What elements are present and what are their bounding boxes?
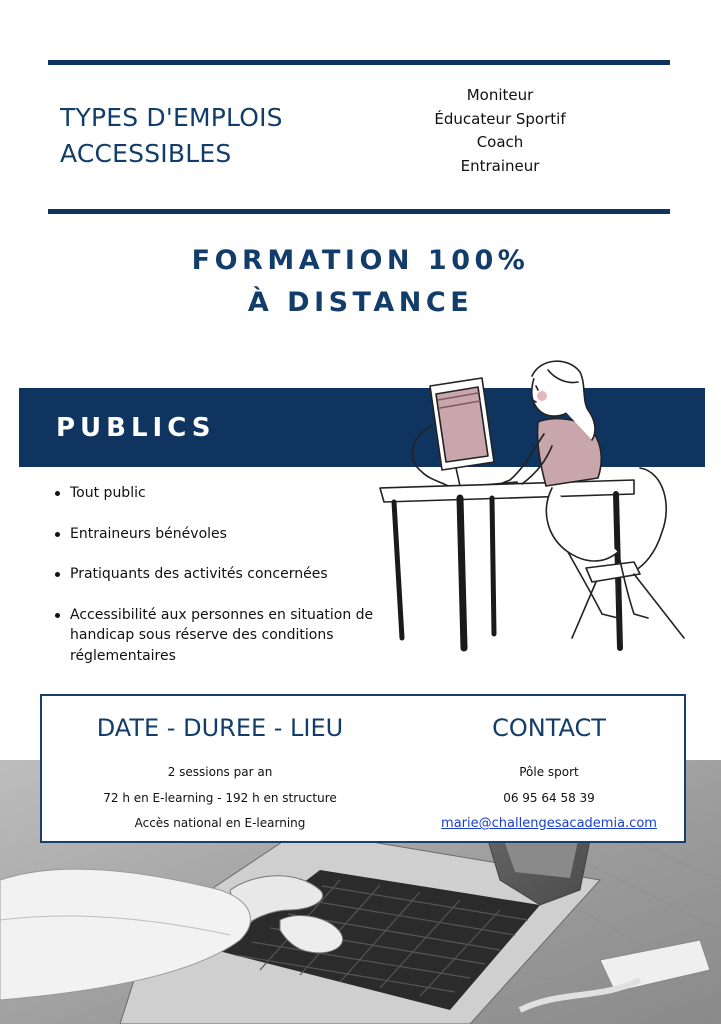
list-item: Tout public bbox=[50, 483, 380, 504]
jobs-list bbox=[410, 84, 590, 178]
job-item: Éducateur Sportif bbox=[434, 109, 566, 128]
info-line: 72 h en E-learning - 192 h en structure bbox=[103, 790, 337, 805]
job-item: Moniteur bbox=[466, 86, 534, 104]
types-emplois-title bbox=[60, 100, 360, 172]
info-line: Accès national en E-learning bbox=[134, 816, 306, 830]
job-item: Entraineur bbox=[460, 156, 540, 175]
contact-column bbox=[414, 696, 684, 837]
formation-heading bbox=[0, 240, 721, 324]
info-line: 2 sessions par an bbox=[167, 765, 273, 779]
top-rule bbox=[48, 60, 670, 65]
contact-line: Pôle sport bbox=[519, 765, 579, 779]
list-item: Entraineurs bénévoles bbox=[50, 524, 380, 545]
contact-phone: 06 95 64 58 39 bbox=[503, 790, 595, 805]
list-item: Pratiquants des activités concernées bbox=[50, 564, 380, 585]
date-duree-lieu-column bbox=[60, 696, 380, 837]
publics-list bbox=[50, 483, 380, 686]
middle-rule bbox=[48, 209, 670, 214]
contact-email-link[interactable]: marie@challengesacademia.com bbox=[441, 816, 657, 831]
list-item: Accessibilité aux personnes en situation de handicap sous réserve des conditions réglementaires bbox=[50, 605, 380, 667]
types-title-line-1: TYPES D'EMPLOIS bbox=[60, 103, 283, 132]
formation-line-2: À DISTANCE bbox=[247, 287, 474, 318]
publics-title: PUBLICS bbox=[56, 413, 216, 443]
formation-line-1: FORMATION 100% bbox=[191, 245, 530, 276]
types-title-line-2: ACCESSIBLES bbox=[60, 139, 232, 168]
date-duree-lieu-title: DATE - DUREE - LIEU bbox=[96, 714, 344, 742]
job-item: Coach bbox=[476, 133, 524, 151]
person-at-computer-illustration bbox=[372, 356, 702, 656]
contact-title: CONTACT bbox=[492, 714, 606, 742]
info-box bbox=[40, 694, 686, 843]
